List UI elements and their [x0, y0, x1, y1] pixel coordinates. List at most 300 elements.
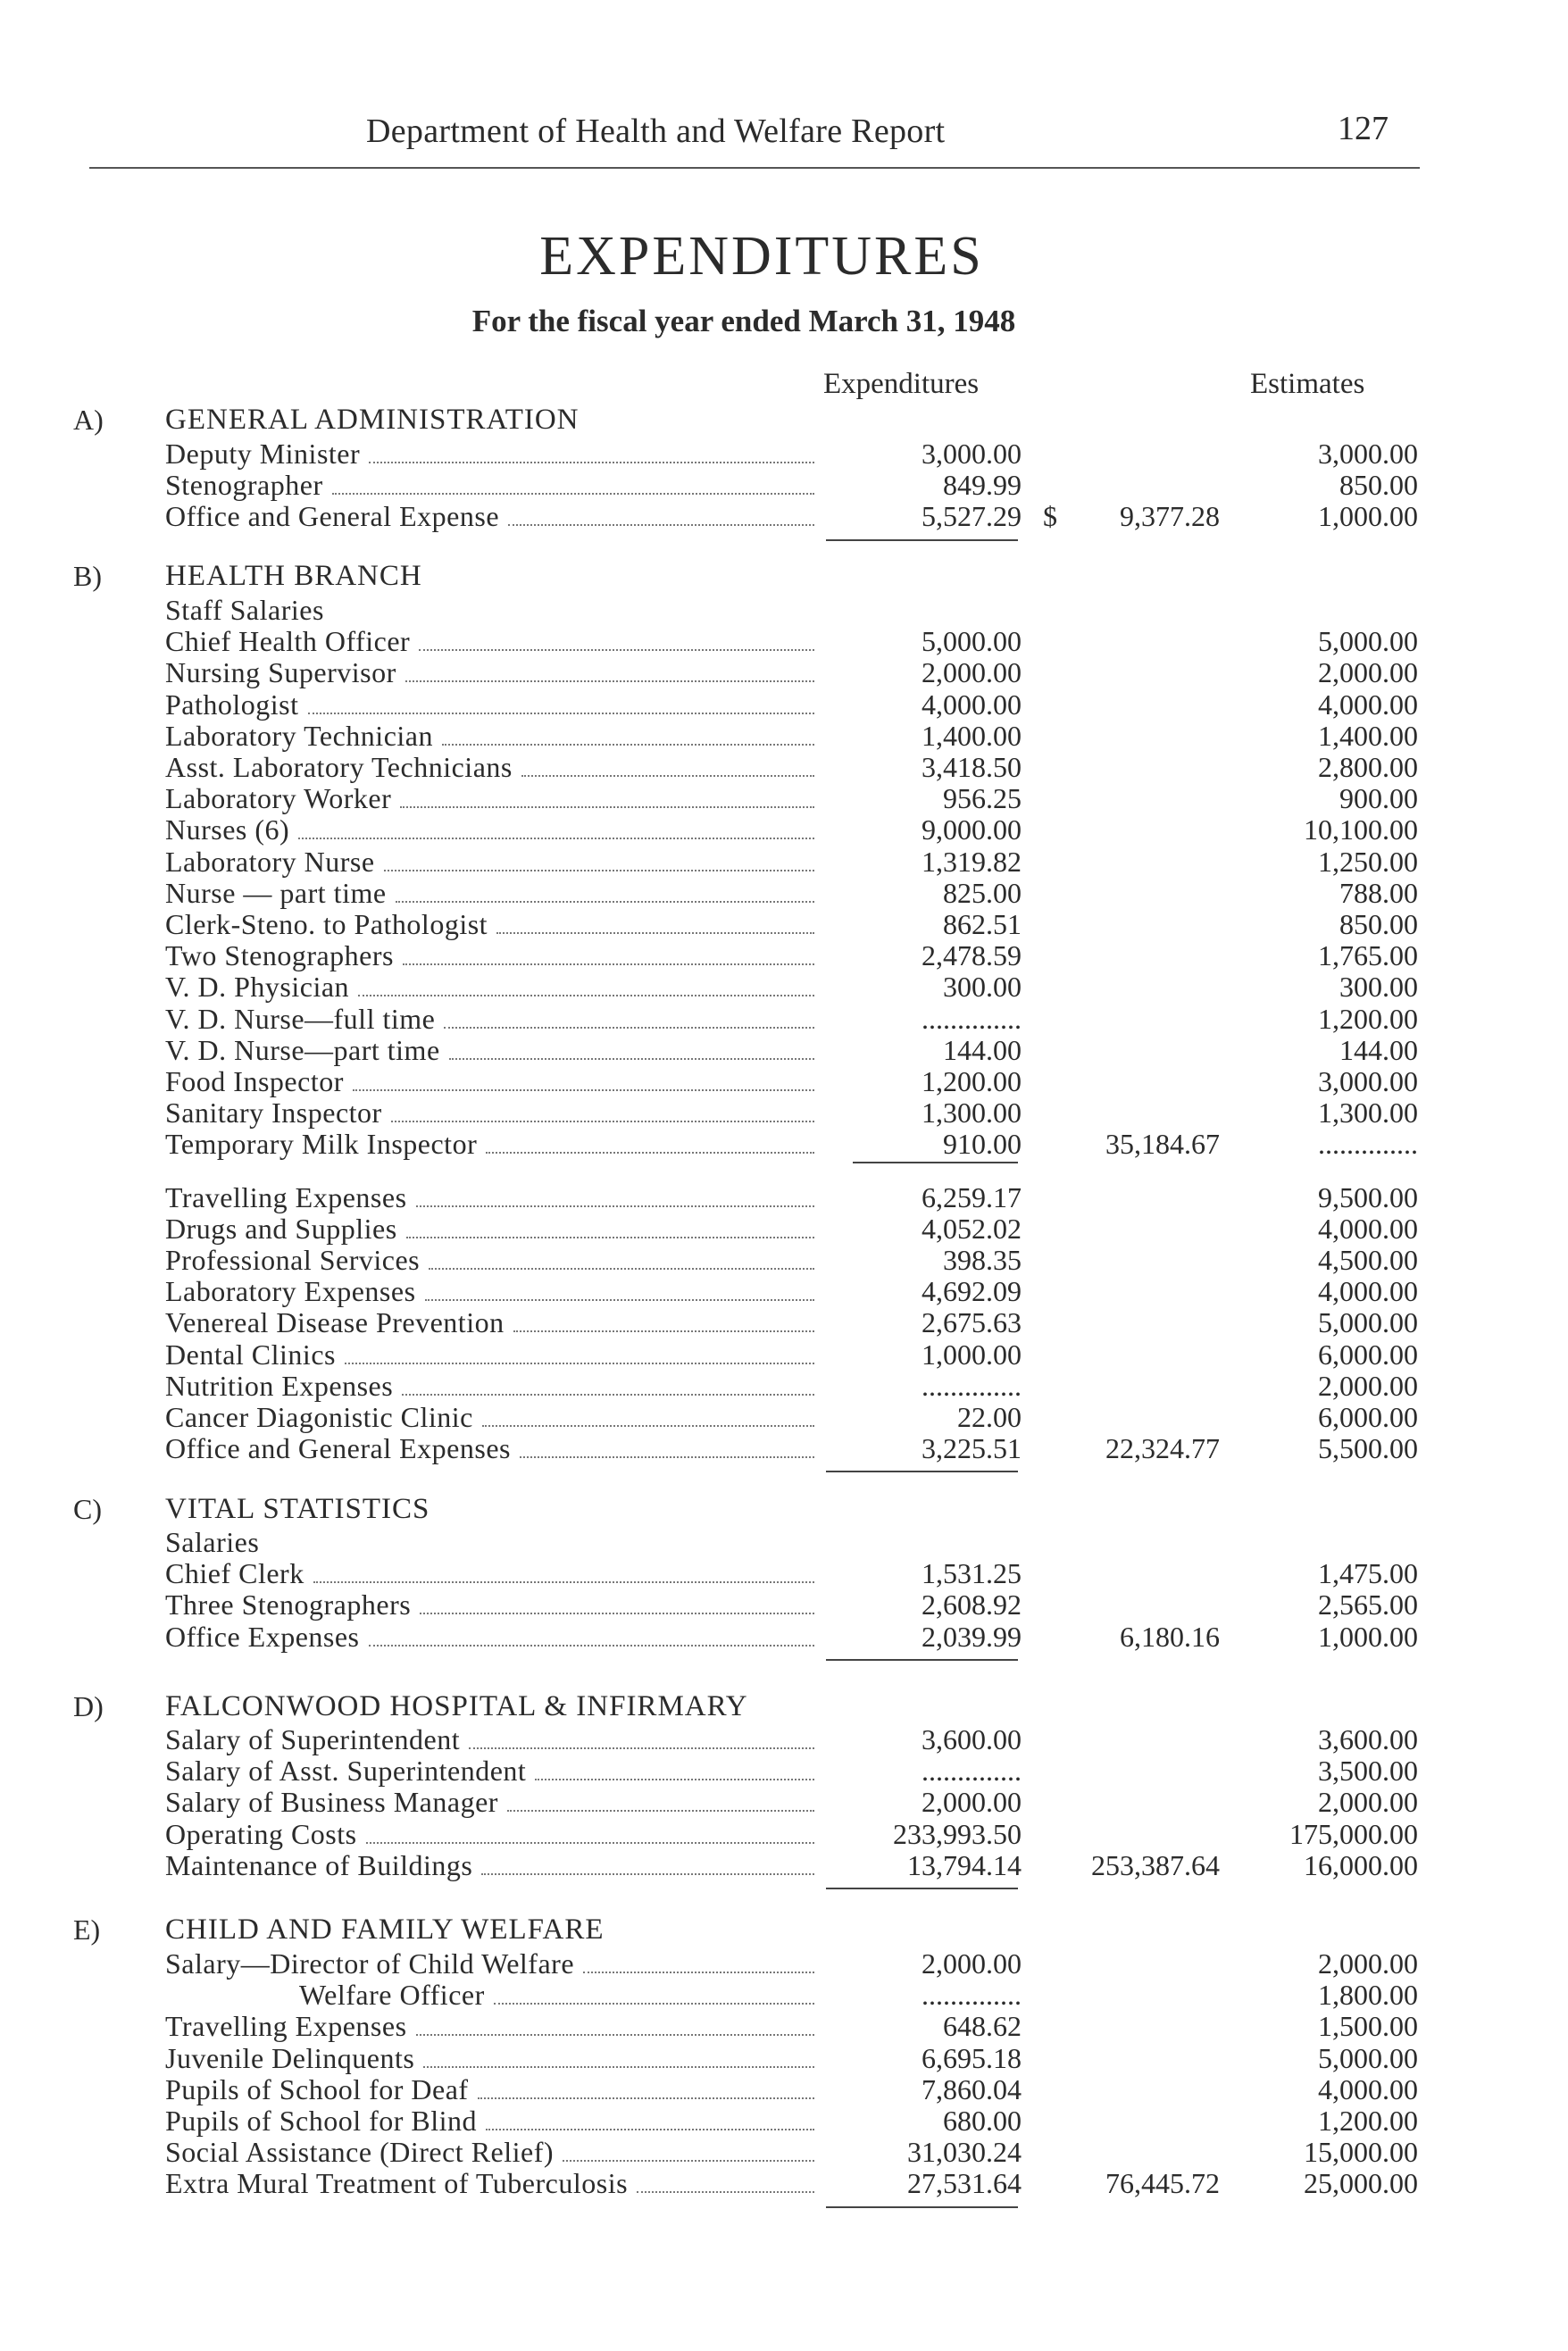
expenditure-value: 4,692.09: [922, 1275, 1022, 1308]
table-row: [0, 1306, 1568, 1338]
estimate-value: 900.00: [1339, 782, 1418, 815]
estimate-value: 2,000.00: [1318, 1786, 1418, 1819]
table-row: [0, 846, 1568, 877]
estimate-value: 1,400.00: [1318, 719, 1418, 752]
dot-leader: [442, 744, 814, 746]
expenditure-value: 862.51: [943, 908, 1022, 940]
section-total-value: 9,377.28: [1120, 500, 1220, 533]
row-label-text: V. D. Nurse—full time: [165, 1002, 436, 1035]
estimate-value: 5,000.00: [1318, 1306, 1418, 1339]
expenditure-value: 398.35: [943, 1244, 1022, 1276]
estimate-value: 6,000.00: [1318, 1401, 1418, 1433]
row-label-text: Social Assistance (Direct Relief): [165, 2136, 555, 2169]
estimate-value: 3,600.00: [1318, 1723, 1418, 1755]
section-total-value: 253,387.64: [1091, 1848, 1220, 1881]
row-label-text: Laboratory Worker: [165, 782, 392, 815]
row-label: [165, 1096, 822, 1130]
estimate-value: 25,000.00: [1304, 2167, 1418, 2200]
dot-leader: [420, 1613, 814, 1614]
row-label-text: Maintenance of Buildings: [165, 1848, 473, 1881]
row-label: [165, 1588, 822, 1622]
table-row: [0, 1213, 1568, 1244]
dot-leader: [396, 901, 814, 903]
expenditure-value: ..............: [922, 1979, 1022, 2012]
table-row: [0, 594, 1568, 625]
dot-leader: [400, 806, 814, 808]
expenditure-value: 3,600.00: [922, 1723, 1022, 1755]
row-label-text: Nutrition Expenses: [165, 1369, 394, 1402]
running-header-title: Department of Health and Welfare Report: [366, 113, 946, 150]
estimate-value: 2,800.00: [1318, 751, 1418, 783]
row-label: [165, 751, 822, 784]
estimate-value: 5,000.00: [1318, 625, 1418, 658]
estimate-value: 6,000.00: [1318, 1338, 1418, 1371]
row-label: [165, 1213, 822, 1246]
table-row: [0, 1275, 1568, 1306]
row-label-text: Drugs and Supplies: [165, 1212, 397, 1245]
dot-leader: [520, 1456, 814, 1458]
section-total-value: 22,324.77: [1105, 1432, 1220, 1465]
dot-leader: [313, 1581, 814, 1583]
row-label: [165, 594, 822, 627]
section-end-rule: [826, 1888, 1018, 1889]
expenditure-value: 7,860.04: [922, 2072, 1022, 2105]
header-rule: [89, 167, 1420, 169]
page-number: 127: [1338, 110, 1389, 147]
table-row: [0, 751, 1568, 782]
expenditure-value: 13,794.14: [907, 1848, 1022, 1881]
row-label: [165, 438, 822, 471]
section-end-rule: [826, 2206, 1018, 2208]
row-label-text: Nurse — part time: [165, 876, 387, 909]
row-label-text: Extra Mural Treatment of Tuberculosis: [165, 2167, 629, 2200]
dot-leader: [478, 2097, 814, 2099]
table-row: [0, 1401, 1568, 1432]
table-row: [0, 1588, 1568, 1620]
column-header-estimates: Estimates: [1250, 368, 1365, 400]
dot-leader: [384, 870, 814, 871]
estimate-value: 5,000.00: [1318, 2041, 1418, 2074]
section-title: FALCONWOOD HOSPITAL & INFIRMARY: [165, 1690, 748, 1722]
row-label: [165, 1786, 822, 1819]
table-row: [0, 1370, 1568, 1401]
expenditure-value: 849.99: [943, 469, 1022, 502]
expenditure-value: 4,052.02: [922, 1212, 1022, 1245]
table-row: [0, 1034, 1568, 1065]
table-row: [0, 1723, 1568, 1755]
row-label-text: Staff Salaries: [165, 594, 324, 626]
table-row: [0, 1526, 1568, 1557]
row-label-text: Three Stenographers: [165, 1588, 412, 1622]
dot-leader: [403, 963, 814, 965]
row-label: [165, 625, 822, 658]
table-row: [0, 2136, 1568, 2167]
table-row: [0, 2073, 1568, 2105]
table-row: [0, 908, 1568, 939]
estimate-value: 1,200.00: [1318, 2105, 1418, 2137]
row-label: [165, 1275, 822, 1308]
expenditure-value: 300.00: [943, 971, 1022, 1004]
section-end-rule: [826, 1659, 1018, 1661]
expenditure-value: 648.62: [943, 2010, 1022, 2043]
row-label: [165, 1338, 822, 1371]
table-row: [0, 939, 1568, 971]
row-label: [165, 688, 822, 721]
row-label: [165, 846, 822, 879]
expenditure-value: 5,000.00: [922, 625, 1022, 658]
row-label-text: Sanitary Inspector: [165, 1096, 382, 1130]
estimate-value: 4,000.00: [1318, 1212, 1418, 1245]
row-label: [165, 1181, 822, 1214]
table-row: [0, 1979, 1568, 2010]
table-row: [0, 688, 1568, 720]
row-label: [165, 971, 822, 1004]
section-letter: A): [73, 404, 104, 436]
dot-leader: [507, 1810, 814, 1812]
table-row: [0, 2167, 1568, 2198]
row-label-text: Chief Clerk: [165, 1557, 304, 1590]
section-total-value: 76,445.72: [1105, 2167, 1220, 2200]
dot-leader: [406, 1237, 814, 1238]
expenditure-value: ..............: [922, 1369, 1022, 1402]
row-label-text: Office Expenses: [165, 1620, 360, 1653]
estimate-value: 16,000.00: [1304, 1848, 1418, 1881]
table-row: [0, 1244, 1568, 1275]
table-row: [0, 1003, 1568, 1034]
dot-leader: [469, 1747, 814, 1749]
estimate-value: 1,765.00: [1318, 939, 1418, 972]
estimate-value: 9,500.00: [1318, 1180, 1418, 1213]
table-row: [0, 2105, 1568, 2136]
estimate-value: 1,250.00: [1318, 845, 1418, 878]
table-row: [0, 2010, 1568, 2041]
dot-leader: [366, 1842, 814, 1844]
table-row: [0, 813, 1568, 845]
row-label: [165, 1849, 822, 1882]
row-label: [165, 469, 822, 502]
row-label-text: Juvenile Delinquents: [165, 2041, 415, 2074]
expenditure-value: 5,527.29: [922, 500, 1022, 533]
dot-leader: [563, 2160, 814, 2162]
expenditure-value: 2,039.99: [922, 1620, 1022, 1653]
row-label-text: Travelling Expenses: [165, 2010, 407, 2043]
row-label-text: Welfare Officer: [299, 1979, 485, 2012]
row-label-text: Salaries: [165, 1526, 260, 1558]
expenditure-value: 910.00: [943, 1128, 1022, 1161]
estimate-value: 144.00: [1339, 1033, 1418, 1066]
table-row: [0, 1181, 1568, 1213]
dot-leader: [583, 1972, 814, 1973]
estimate-value: 3,000.00: [1318, 1065, 1418, 1097]
estimate-value: ..............: [1318, 1128, 1418, 1161]
row-label: [165, 1432, 822, 1465]
row-label: [165, 1557, 822, 1590]
row-label: [165, 2105, 822, 2138]
expenditure-value: 1,300.00: [922, 1096, 1022, 1130]
row-label: [165, 939, 822, 972]
dot-leader: [402, 1394, 814, 1396]
dot-leader: [508, 524, 814, 526]
row-label: [165, 1723, 822, 1756]
row-label: [165, 1401, 822, 1434]
row-label-text: Professional Services: [165, 1244, 421, 1276]
expenditure-value: 6,259.17: [922, 1180, 1022, 1213]
dot-leader: [513, 1330, 814, 1332]
dot-leader: [369, 1645, 815, 1647]
estimate-value: 2,565.00: [1318, 1588, 1418, 1622]
row-label-text: Nurses (6): [165, 813, 290, 846]
row-label: [165, 877, 822, 910]
section-letter: B): [73, 560, 102, 592]
row-label-text: Operating Costs: [165, 1817, 357, 1850]
table-row: [0, 1128, 1568, 1159]
expenditure-value: ..............: [922, 1002, 1022, 1035]
row-label: [165, 1003, 822, 1036]
row-label: [165, 2073, 822, 2106]
table-row: [0, 1432, 1568, 1463]
row-label-text: Travelling Expenses: [165, 1180, 407, 1213]
dot-leader: [637, 2191, 814, 2193]
estimate-value: 3,000.00: [1318, 438, 1418, 470]
dot-leader: [425, 1299, 814, 1301]
dot-leader: [423, 2066, 814, 2068]
row-label: [165, 908, 822, 941]
table-row: [0, 1621, 1568, 1652]
row-label-text: Pupils of School for Deaf: [165, 2072, 469, 2105]
expenditure-value: 9,000.00: [922, 813, 1022, 846]
section-total-value: 6,180.16: [1120, 1620, 1220, 1653]
expenditure-value: 825.00: [943, 876, 1022, 909]
table-row: [0, 971, 1568, 1002]
dot-leader: [353, 1089, 814, 1091]
section-end-rule: [826, 539, 1018, 541]
row-label: [165, 500, 822, 533]
table-row: [0, 1786, 1568, 1817]
row-label-text: Clerk-Steno. to Pathologist: [165, 908, 488, 940]
row-label-text: Office and General Expenses: [165, 1432, 511, 1465]
row-label: [165, 2136, 822, 2169]
dot-leader: [535, 1779, 814, 1780]
estimate-value: 850.00: [1339, 469, 1418, 502]
dot-leader: [449, 1058, 814, 1060]
page-subtitle: For the fiscal year ended March 31, 1948: [471, 304, 1016, 338]
row-label-text: Cancer Diagonistic Clinic: [165, 1401, 473, 1433]
expenditure-value: 2,675.63: [922, 1306, 1022, 1339]
expenditure-value: 2,000.00: [922, 1786, 1022, 1819]
dot-leader: [405, 680, 814, 682]
dot-leader: [391, 1121, 814, 1122]
row-label: [165, 2042, 822, 2075]
dot-leader: [332, 493, 814, 495]
expenditure-value: ..............: [922, 1755, 1022, 1788]
dot-leader: [416, 2034, 814, 2036]
estimate-value: 175,000.00: [1289, 1817, 1418, 1850]
expenditure-value: 2,000.00: [922, 1947, 1022, 1980]
row-label: [165, 782, 822, 815]
row-label: [165, 1306, 822, 1339]
dot-leader: [482, 1425, 814, 1427]
expenditure-value: 956.25: [943, 782, 1022, 815]
column-header-expenditures: Expenditures: [823, 368, 980, 400]
expenditure-value: 3,000.00: [922, 438, 1022, 470]
estimate-value: 15,000.00: [1304, 2136, 1418, 2169]
expenditure-value: 3,225.51: [922, 1432, 1022, 1465]
estimate-value: 2,000.00: [1318, 1369, 1418, 1402]
dot-leader: [358, 995, 814, 996]
dot-leader: [496, 932, 814, 934]
estimate-value: 1,500.00: [1318, 2010, 1418, 2043]
table-row: [0, 656, 1568, 688]
row-label-text: Two Stenographers: [165, 939, 394, 972]
row-label: [299, 1979, 822, 2012]
table-row: [0, 2042, 1568, 2073]
estimate-value: 1,200.00: [1318, 1002, 1418, 1035]
estimate-value: 10,100.00: [1304, 813, 1418, 846]
row-label-text: Asst. Laboratory Technicians: [165, 751, 513, 783]
estimate-value: 4,000.00: [1318, 688, 1418, 721]
row-label: [165, 2010, 822, 2043]
dot-leader: [494, 2003, 814, 2005]
row-label-text: Laboratory Technician: [165, 719, 433, 752]
table-row: [0, 500, 1568, 531]
dot-leader: [298, 838, 814, 839]
row-label: [165, 1755, 822, 1788]
table-row: [0, 782, 1568, 813]
estimate-value: 4,000.00: [1318, 2072, 1418, 2105]
estimate-value: 2,000.00: [1318, 656, 1418, 689]
section-letter: E): [73, 1913, 101, 1946]
table-row: [0, 1065, 1568, 1096]
row-label: [165, 1128, 822, 1161]
table-row: [0, 1849, 1568, 1880]
row-label-text: Office and General Expense: [165, 500, 500, 533]
row-label: [165, 813, 822, 846]
expenditure-value: 4,000.00: [922, 688, 1022, 721]
section-title: GENERAL ADMINISTRATION: [165, 404, 580, 436]
estimate-value: 1,000.00: [1318, 500, 1418, 533]
row-label: [165, 1034, 822, 1067]
table-row: [0, 1338, 1568, 1370]
dot-leader: [369, 462, 814, 463]
estimate-value: 1,475.00: [1318, 1557, 1418, 1590]
expenditure-value: 2,608.92: [922, 1588, 1022, 1622]
table-row: [0, 1096, 1568, 1128]
table-row: [0, 720, 1568, 751]
expenditure-value: 1,000.00: [922, 1338, 1022, 1371]
expenditure-value: 2,478.59: [922, 939, 1022, 972]
dot-leader: [429, 1268, 814, 1270]
section-end-rule: [826, 1471, 1018, 1472]
expenditure-value: 1,319.82: [922, 845, 1022, 878]
row-label-text: V. D. Physician: [165, 971, 350, 1004]
estimate-value: 850.00: [1339, 908, 1418, 940]
expenditure-value: 2,000.00: [922, 656, 1022, 689]
row-label: [165, 720, 822, 753]
section-letter: C): [73, 1493, 102, 1525]
row-label-text: Pupils of School for Blind: [165, 2105, 478, 2137]
dot-leader: [444, 1027, 814, 1029]
page-title: EXPENDITURES: [539, 226, 984, 287]
expenditure-value: 680.00: [943, 2105, 1022, 2137]
row-label-text: Salary of Asst. Superintendent: [165, 1755, 527, 1788]
table-row: [0, 625, 1568, 656]
subtotal-rule: [853, 1162, 1018, 1163]
row-label-text: Temporary Milk Inspector: [165, 1128, 478, 1161]
dot-leader: [486, 2129, 814, 2130]
dot-leader: [419, 649, 814, 651]
expenditure-value: 1,400.00: [922, 719, 1022, 752]
estimate-value: 1,300.00: [1318, 1096, 1418, 1130]
expenditure-value: 22.00: [957, 1401, 1022, 1433]
table-row: [0, 1557, 1568, 1588]
expenditure-value: 3,418.50: [922, 751, 1022, 783]
row-label: [165, 1065, 822, 1098]
row-label-text: Dental Clinics: [165, 1338, 336, 1371]
section-title: VITAL STATISTICS: [165, 1493, 430, 1525]
expenditure-value: 31,030.24: [907, 2136, 1022, 2169]
expenditure-value: 6,695.18: [922, 2041, 1022, 2074]
row-label-text: Deputy Minister: [165, 438, 361, 470]
row-label-text: Nursing Supervisor: [165, 656, 396, 689]
estimate-value: 2,000.00: [1318, 1947, 1418, 1980]
expenditure-value: 233,993.50: [893, 1817, 1022, 1850]
table-row: [0, 469, 1568, 500]
row-label-text: Stenographer: [165, 469, 323, 502]
table-row: [0, 1818, 1568, 1849]
row-label-text: Salary of Business Manager: [165, 1786, 498, 1819]
dot-leader: [308, 713, 814, 714]
row-label: [165, 1621, 822, 1654]
row-label-text: Pathologist: [165, 688, 299, 721]
table-row: [0, 877, 1568, 908]
row-label: [165, 1818, 822, 1851]
section-total-value: 35,184.67: [1105, 1128, 1220, 1161]
estimate-value: 300.00: [1339, 971, 1418, 1004]
row-label: [165, 1947, 822, 1980]
row-label-text: Salary of Superintendent: [165, 1723, 461, 1755]
row-label-text: V. D. Nurse—part time: [165, 1033, 440, 1066]
dot-leader: [486, 1152, 814, 1154]
row-label-text: Salary—Director of Child Welfare: [165, 1947, 575, 1980]
row-label: [165, 656, 822, 689]
table-row: [0, 1755, 1568, 1786]
estimate-value: 4,500.00: [1318, 1244, 1418, 1276]
section-title: CHILD AND FAMILY WELFARE: [165, 1913, 605, 1946]
dot-leader: [481, 1873, 814, 1875]
estimate-value: 4,000.00: [1318, 1275, 1418, 1308]
estimate-value: 3,500.00: [1318, 1755, 1418, 1788]
dollar-sign: $: [1043, 500, 1057, 533]
row-label-text: Laboratory Expenses: [165, 1275, 416, 1308]
row-label-text: Laboratory Nurse: [165, 845, 375, 878]
row-label: [165, 1370, 822, 1403]
table-row: [0, 438, 1568, 469]
dot-leader: [521, 775, 814, 777]
expenditure-value: 1,200.00: [922, 1065, 1022, 1097]
estimate-value: 788.00: [1339, 876, 1418, 909]
table-row: [0, 1947, 1568, 1979]
dot-leader: [416, 1205, 814, 1207]
section-letter: D): [73, 1690, 104, 1722]
dot-leader: [345, 1363, 814, 1364]
row-label-text: Venereal Disease Prevention: [165, 1306, 505, 1339]
estimate-value: 1,800.00: [1318, 1979, 1418, 2012]
estimate-value: 5,500.00: [1318, 1432, 1418, 1465]
row-label: [165, 1526, 822, 1559]
expenditure-value: 144.00: [943, 1033, 1022, 1066]
expenditure-value: 1,531.25: [922, 1557, 1022, 1590]
row-label-text: Food Inspector: [165, 1065, 344, 1097]
